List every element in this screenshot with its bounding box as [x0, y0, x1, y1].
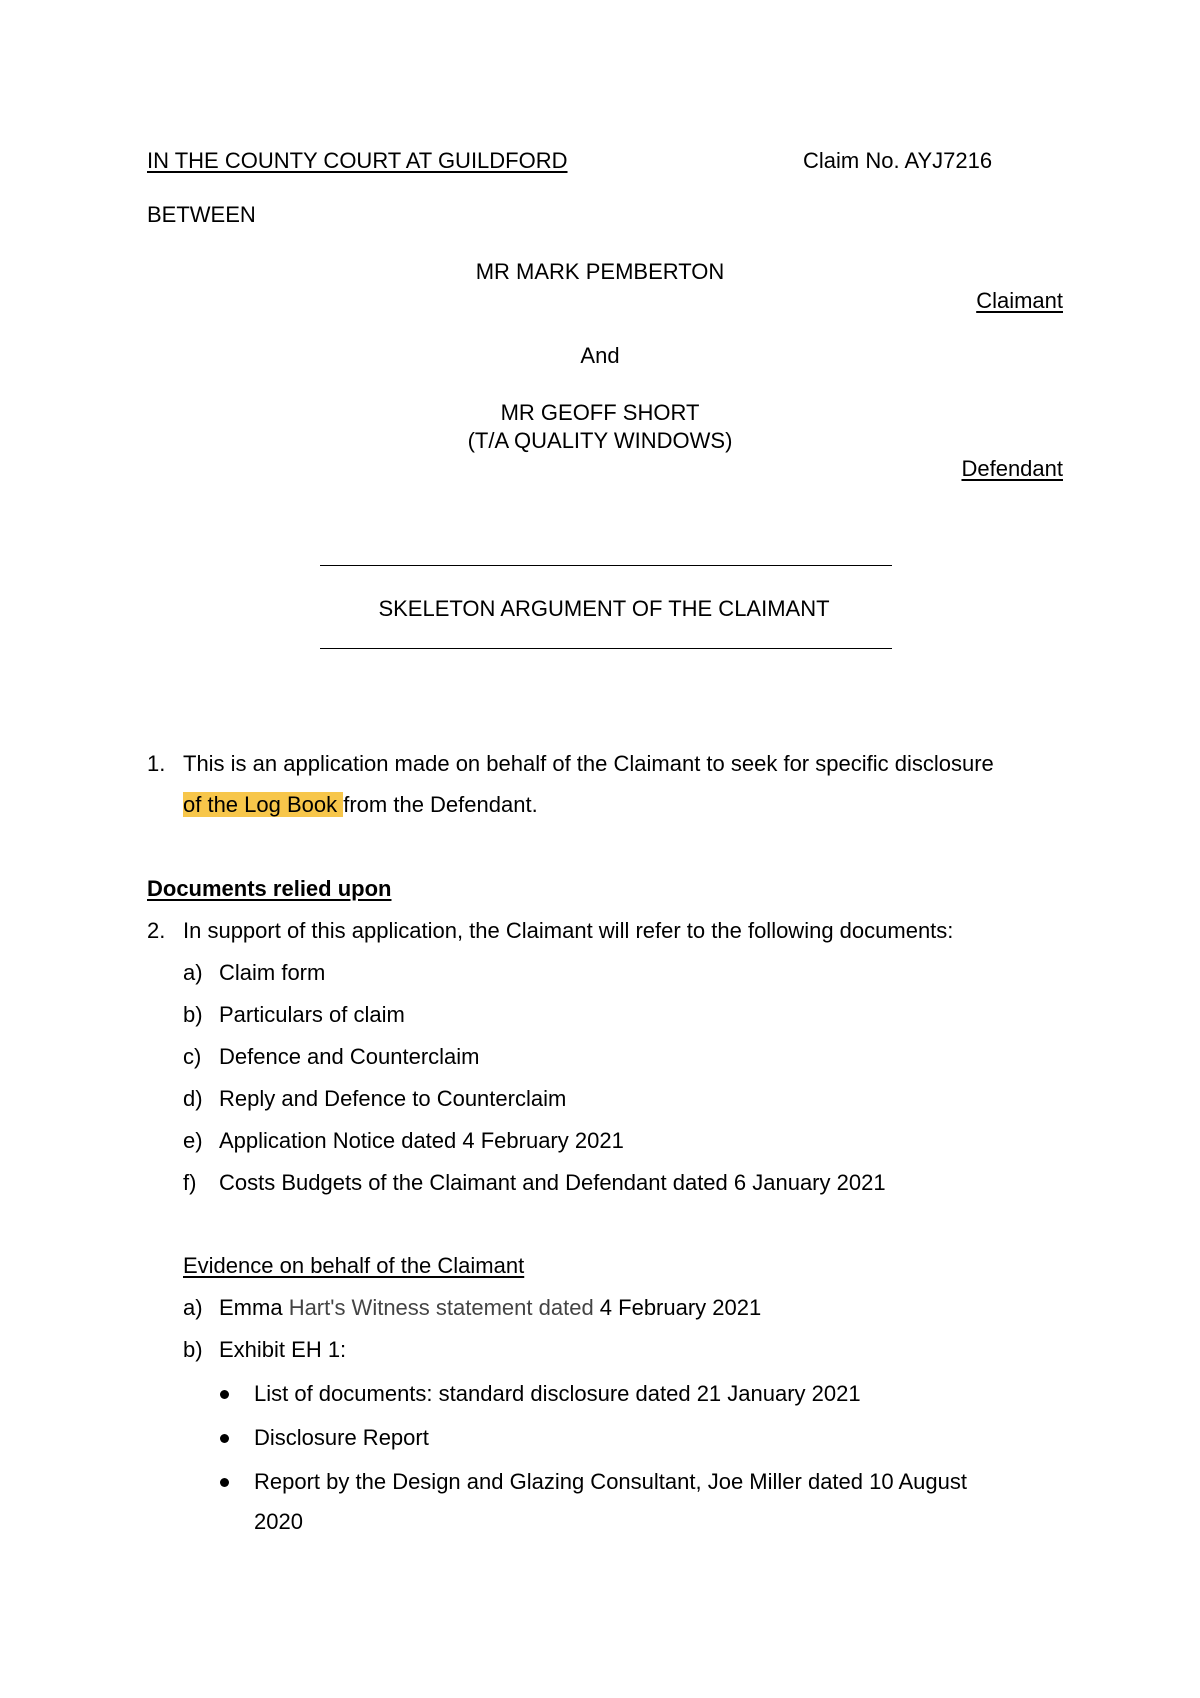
doc-item-marker: c) [183, 1044, 202, 1069]
evidence-heading: Evidence on behalf of the Claimant [183, 1253, 525, 1278]
doc-item-text: Claim form [219, 960, 326, 985]
between-label: BETWEEN [147, 202, 256, 227]
claim-number: Claim No. AYJ7216 [803, 148, 993, 173]
evidence-item-text [219, 1295, 761, 1321]
defendant-role: Defendant [961, 456, 1063, 481]
defendant-name: MR GEOFF SHORT [500, 400, 700, 425]
doc-item-marker: e) [183, 1128, 203, 1153]
evidence-item-text: Exhibit EH 1: [219, 1337, 347, 1362]
court-heading: IN THE COUNTY COURT AT GUILDFORD [147, 148, 568, 173]
documents-heading: Documents relied upon [147, 876, 392, 901]
defendant-trading-as: (T/A QUALITY WINDOWS) [467, 428, 733, 453]
evidence-text-part: Hart's Witness statement dated [288, 1295, 594, 1320]
bullet-item-text: Report by the Design and Glazing Consultant, Joe Miller dated 10 August [254, 1469, 967, 1494]
para1-line2 [183, 792, 538, 818]
highlighted-text: of the Log Book [183, 792, 344, 817]
and-label: And [580, 343, 620, 368]
doc-item-text: Reply and Defence to Counterclaim [219, 1086, 567, 1111]
doc-item-marker: d) [183, 1086, 203, 1111]
para2-intro: In support of this application, the Claimant will refer to the following documents: [183, 918, 954, 943]
doc-item-text: Defence and Counterclaim [219, 1044, 480, 1069]
claimant-role: Claimant [976, 288, 1063, 313]
para1-number: 1. [147, 751, 166, 776]
para2-number: 2. [147, 918, 166, 943]
doc-item-text: Particulars of claim [219, 1002, 405, 1027]
bullet-icon [220, 1478, 229, 1487]
para1-line1: This is an application made on behalf of the Claimant to seek for specific disclosure [183, 751, 994, 776]
evidence-item-marker: a) [183, 1295, 203, 1320]
evidence-text-part: 4 February 2021 [593, 1295, 762, 1320]
doc-item-marker: b) [183, 1002, 203, 1027]
bullet-icon [220, 1434, 229, 1443]
bullet-item-text: Disclosure Report [254, 1425, 429, 1450]
claimant-name: MR MARK PEMBERTON [475, 259, 725, 284]
bullet-item-text-continued: 2020 [254, 1509, 303, 1534]
evidence-text-part: Emma [219, 1295, 289, 1320]
doc-item-marker: a) [183, 960, 203, 985]
bullet-icon [220, 1390, 229, 1399]
title-rule-bottom [320, 648, 892, 649]
doc-item-text: Costs Budgets of the Claimant and Defendant dated 6 January 2021 [219, 1170, 886, 1195]
para1-line2-rest: from the Defendant. [343, 792, 538, 817]
document-title: SKELETON ARGUMENT OF THE CLAIMANT [378, 596, 830, 621]
evidence-item-marker: b) [183, 1337, 203, 1362]
doc-item-text: Application Notice dated 4 February 2021 [219, 1128, 624, 1153]
doc-item-marker: f) [183, 1170, 197, 1195]
bullet-item-text: List of documents: standard disclosure dated 21 January 2021 [254, 1381, 861, 1406]
title-rule-top [320, 565, 892, 566]
